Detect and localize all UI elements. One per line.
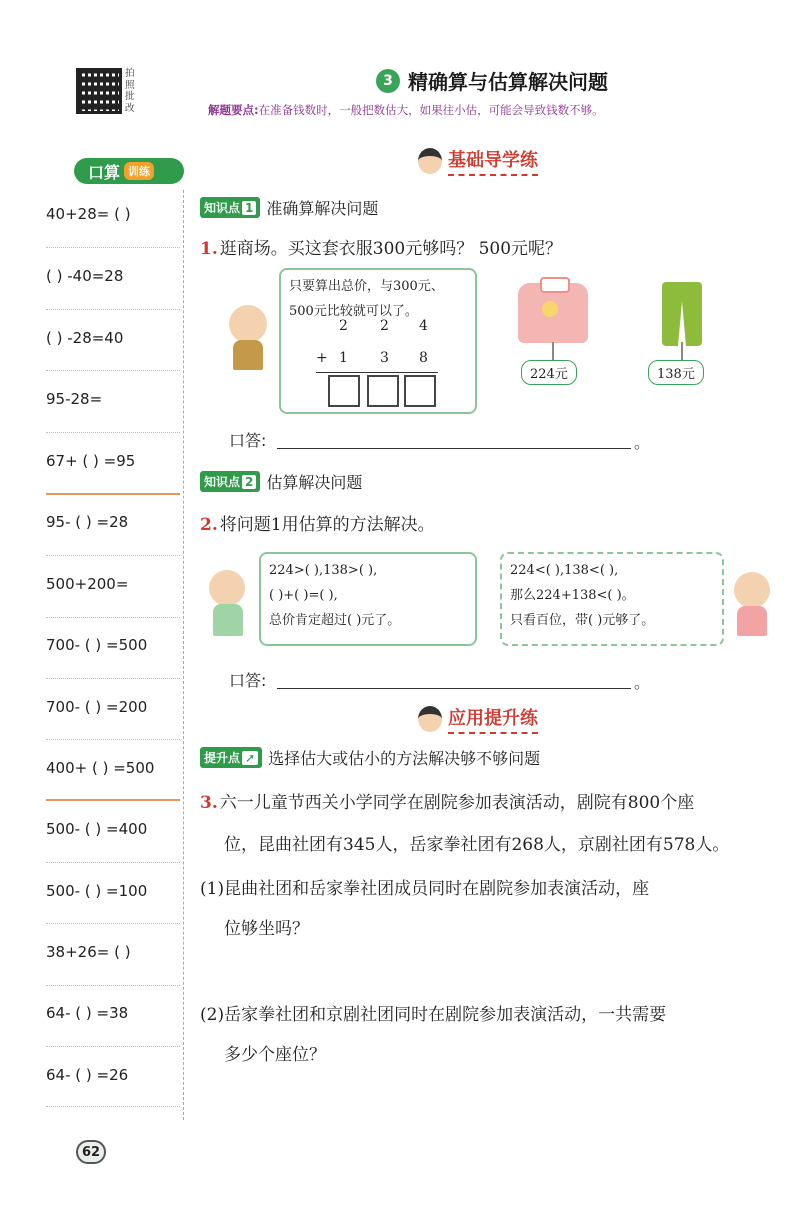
tip-label: 解题要点:: [208, 103, 259, 117]
bubble-line: 只要算出总价，与300元、: [289, 279, 444, 294]
question-2: [200, 510, 435, 535]
boy-illustration-icon: [229, 305, 267, 343]
question-number: 1.: [200, 239, 218, 259]
qr-caption: 拍照批改: [125, 68, 135, 114]
bubble-line: 500元比较就可以了。: [289, 304, 418, 319]
drill-divider: [46, 923, 180, 924]
answer-label-1: 口答:: [229, 431, 267, 450]
drill-divider: [46, 799, 180, 801]
section-apply-title: 应用提升练: [448, 704, 538, 734]
drill-divider: [46, 985, 180, 986]
bubble-line: 总价肯定超过( )元了。: [269, 613, 401, 628]
upgrade-point: [200, 746, 540, 769]
drill-divider: [46, 309, 180, 310]
kp-text: 选择估大或估小的方法解决够不够问题: [268, 749, 541, 768]
boy2-illustration-icon: [734, 572, 770, 608]
estimate-bubble-2: [500, 552, 724, 646]
question-text: 六一儿童节西关小学同学在剧院参加表演活动，剧院有800个座: [219, 793, 695, 813]
estimate-bubble-1: [259, 552, 477, 646]
answer-end-1: 。: [634, 433, 651, 452]
badge-main: 口算: [88, 162, 121, 182]
section-apply-header: [418, 704, 538, 734]
calc-digit: 2: [339, 318, 348, 334]
kp-tag: [200, 471, 260, 492]
hanger-icon: [552, 342, 554, 360]
answer-end-2: 。: [634, 673, 651, 692]
question-3-line2: 位，昆曲社团有345人，岳家拳社团有268人，京剧社团有578人。: [224, 835, 730, 855]
drill-divider: [46, 432, 180, 433]
drill-item: 500- ( ) =400: [46, 820, 148, 838]
kp-text: 准确算解决问题: [266, 199, 379, 218]
sub-question-2-line1: (2)岳家拳社团和京剧社团同时在剧院参加表演活动，一共需要: [200, 1005, 667, 1025]
drill-item: 40+28= ( ): [46, 205, 131, 223]
drill-divider: [46, 678, 180, 679]
calc-digit: 3: [380, 350, 389, 366]
arrow-icon: ➚: [242, 751, 258, 765]
hanger-icon: [681, 342, 683, 360]
sub-question-1-line1: (1)昆曲社团和岳家拳社团成员同时在剧院参加表演活动，座: [200, 879, 650, 899]
girl-illustration-icon: [209, 570, 245, 606]
kid-mascot-icon: [418, 706, 442, 732]
price-tag-sweater: 224元: [521, 360, 577, 385]
drill-item: ( ) -40=28: [46, 267, 124, 285]
drill-divider: [46, 739, 180, 740]
kp-tag: [200, 197, 260, 218]
kp-tag-label: 知识点: [204, 475, 241, 489]
answer-input-2[interactable]: [277, 688, 631, 689]
bubble-line: 只看百位，带( )元够了。: [510, 613, 655, 628]
drill-divider: [46, 493, 180, 495]
drill-divider: [46, 370, 180, 371]
page-number: 62: [76, 1140, 106, 1164]
section-basic-header: [418, 146, 538, 176]
drill-divider: [46, 1046, 180, 1047]
drill-divider: [46, 247, 180, 248]
drill-item: 500+200=: [46, 575, 129, 593]
knowledge-point-2: [200, 470, 362, 493]
sub-question-2-line2: 多少个座位？: [224, 1045, 326, 1065]
knowledge-point-1: [200, 196, 378, 219]
bubble-line: 224>( ),138>( ),: [269, 563, 378, 578]
tip-text: 在准备钱数时，一般把数估大，如果往小估，可能会导致钱数不够。: [258, 103, 604, 117]
drill-item: 38+26= ( ): [46, 943, 131, 961]
calc-digit: 8: [419, 350, 428, 366]
calc-digit: 2: [380, 318, 389, 334]
drill-item: ( ) -28=40: [46, 329, 124, 347]
drill-item: 700- ( ) =500: [46, 636, 148, 654]
bubble-line: 那么224+138<( )。: [510, 588, 635, 603]
drill-item: 95- ( ) =28: [46, 513, 129, 531]
drill-item: 64- ( ) =26: [46, 1066, 129, 1084]
price-tag-pants: 138元: [648, 360, 704, 385]
kp-tag-num: 2: [242, 475, 256, 489]
question-1: [200, 234, 562, 259]
bubble-line: ( )+( )=( ),: [269, 588, 338, 603]
drill-divider: [46, 555, 180, 556]
pants-icon: [662, 282, 702, 346]
lesson-title: [376, 66, 608, 95]
boy-body-icon: [233, 340, 263, 370]
question-3-line1: [200, 788, 694, 813]
mental-math-badge: [74, 158, 184, 184]
column-divider: [183, 190, 184, 1120]
bubble-line: 224<( ),138<( ),: [510, 563, 619, 578]
calc-digit: 4: [419, 318, 428, 334]
solving-tip: [208, 102, 604, 118]
question-number: 2.: [200, 515, 218, 535]
answer-box[interactable]: [367, 375, 399, 407]
badge-sub: 训练: [124, 162, 154, 180]
kp-tag-num: 1: [242, 201, 256, 215]
kp-tag-label: 知识点: [204, 201, 241, 215]
kp-tag-label: 提升点: [204, 751, 241, 765]
answer-input-1[interactable]: [277, 448, 631, 449]
lesson-title-text: 精确算与估算解决问题: [408, 70, 608, 94]
question-text: 逛商场。买这套衣服300元够吗？ 500元呢？: [219, 239, 563, 259]
drill-item: 700- ( ) =200: [46, 698, 148, 716]
drill-divider: [46, 617, 180, 618]
question-text: 将问题1用估算的方法解决。: [219, 515, 435, 535]
question-number: 3.: [200, 793, 218, 813]
drill-item: 95-28=: [46, 390, 103, 408]
drill-item: 400+ ( ) =500: [46, 759, 155, 777]
qr-code[interactable]: [76, 68, 122, 114]
sub-question-1-line2: 位够坐吗？: [224, 919, 309, 939]
sweater-icon: [518, 283, 588, 343]
calc-line: [316, 372, 438, 373]
kid-mascot-icon: [418, 148, 442, 174]
answer-box[interactable]: [404, 375, 436, 407]
calc-digit: 1: [339, 350, 348, 366]
girl-body-icon: [213, 604, 243, 636]
answer-box[interactable]: [328, 375, 360, 407]
section-basic-title: 基础导学练: [448, 146, 538, 176]
drill-item: 64- ( ) =38: [46, 1004, 129, 1022]
kp-tag: [200, 747, 262, 768]
drill-item: 500- ( ) =100: [46, 882, 148, 900]
drill-item: 67+ ( ) =95: [46, 452, 136, 470]
drill-divider: [46, 862, 180, 863]
answer-label-2: 口答:: [229, 671, 267, 690]
boy2-body-icon: [737, 606, 767, 636]
kp-text: 估算解决问题: [266, 473, 363, 492]
calc-plus: +: [316, 350, 328, 366]
lesson-number: 3: [376, 69, 400, 93]
drill-divider: [46, 1106, 180, 1107]
